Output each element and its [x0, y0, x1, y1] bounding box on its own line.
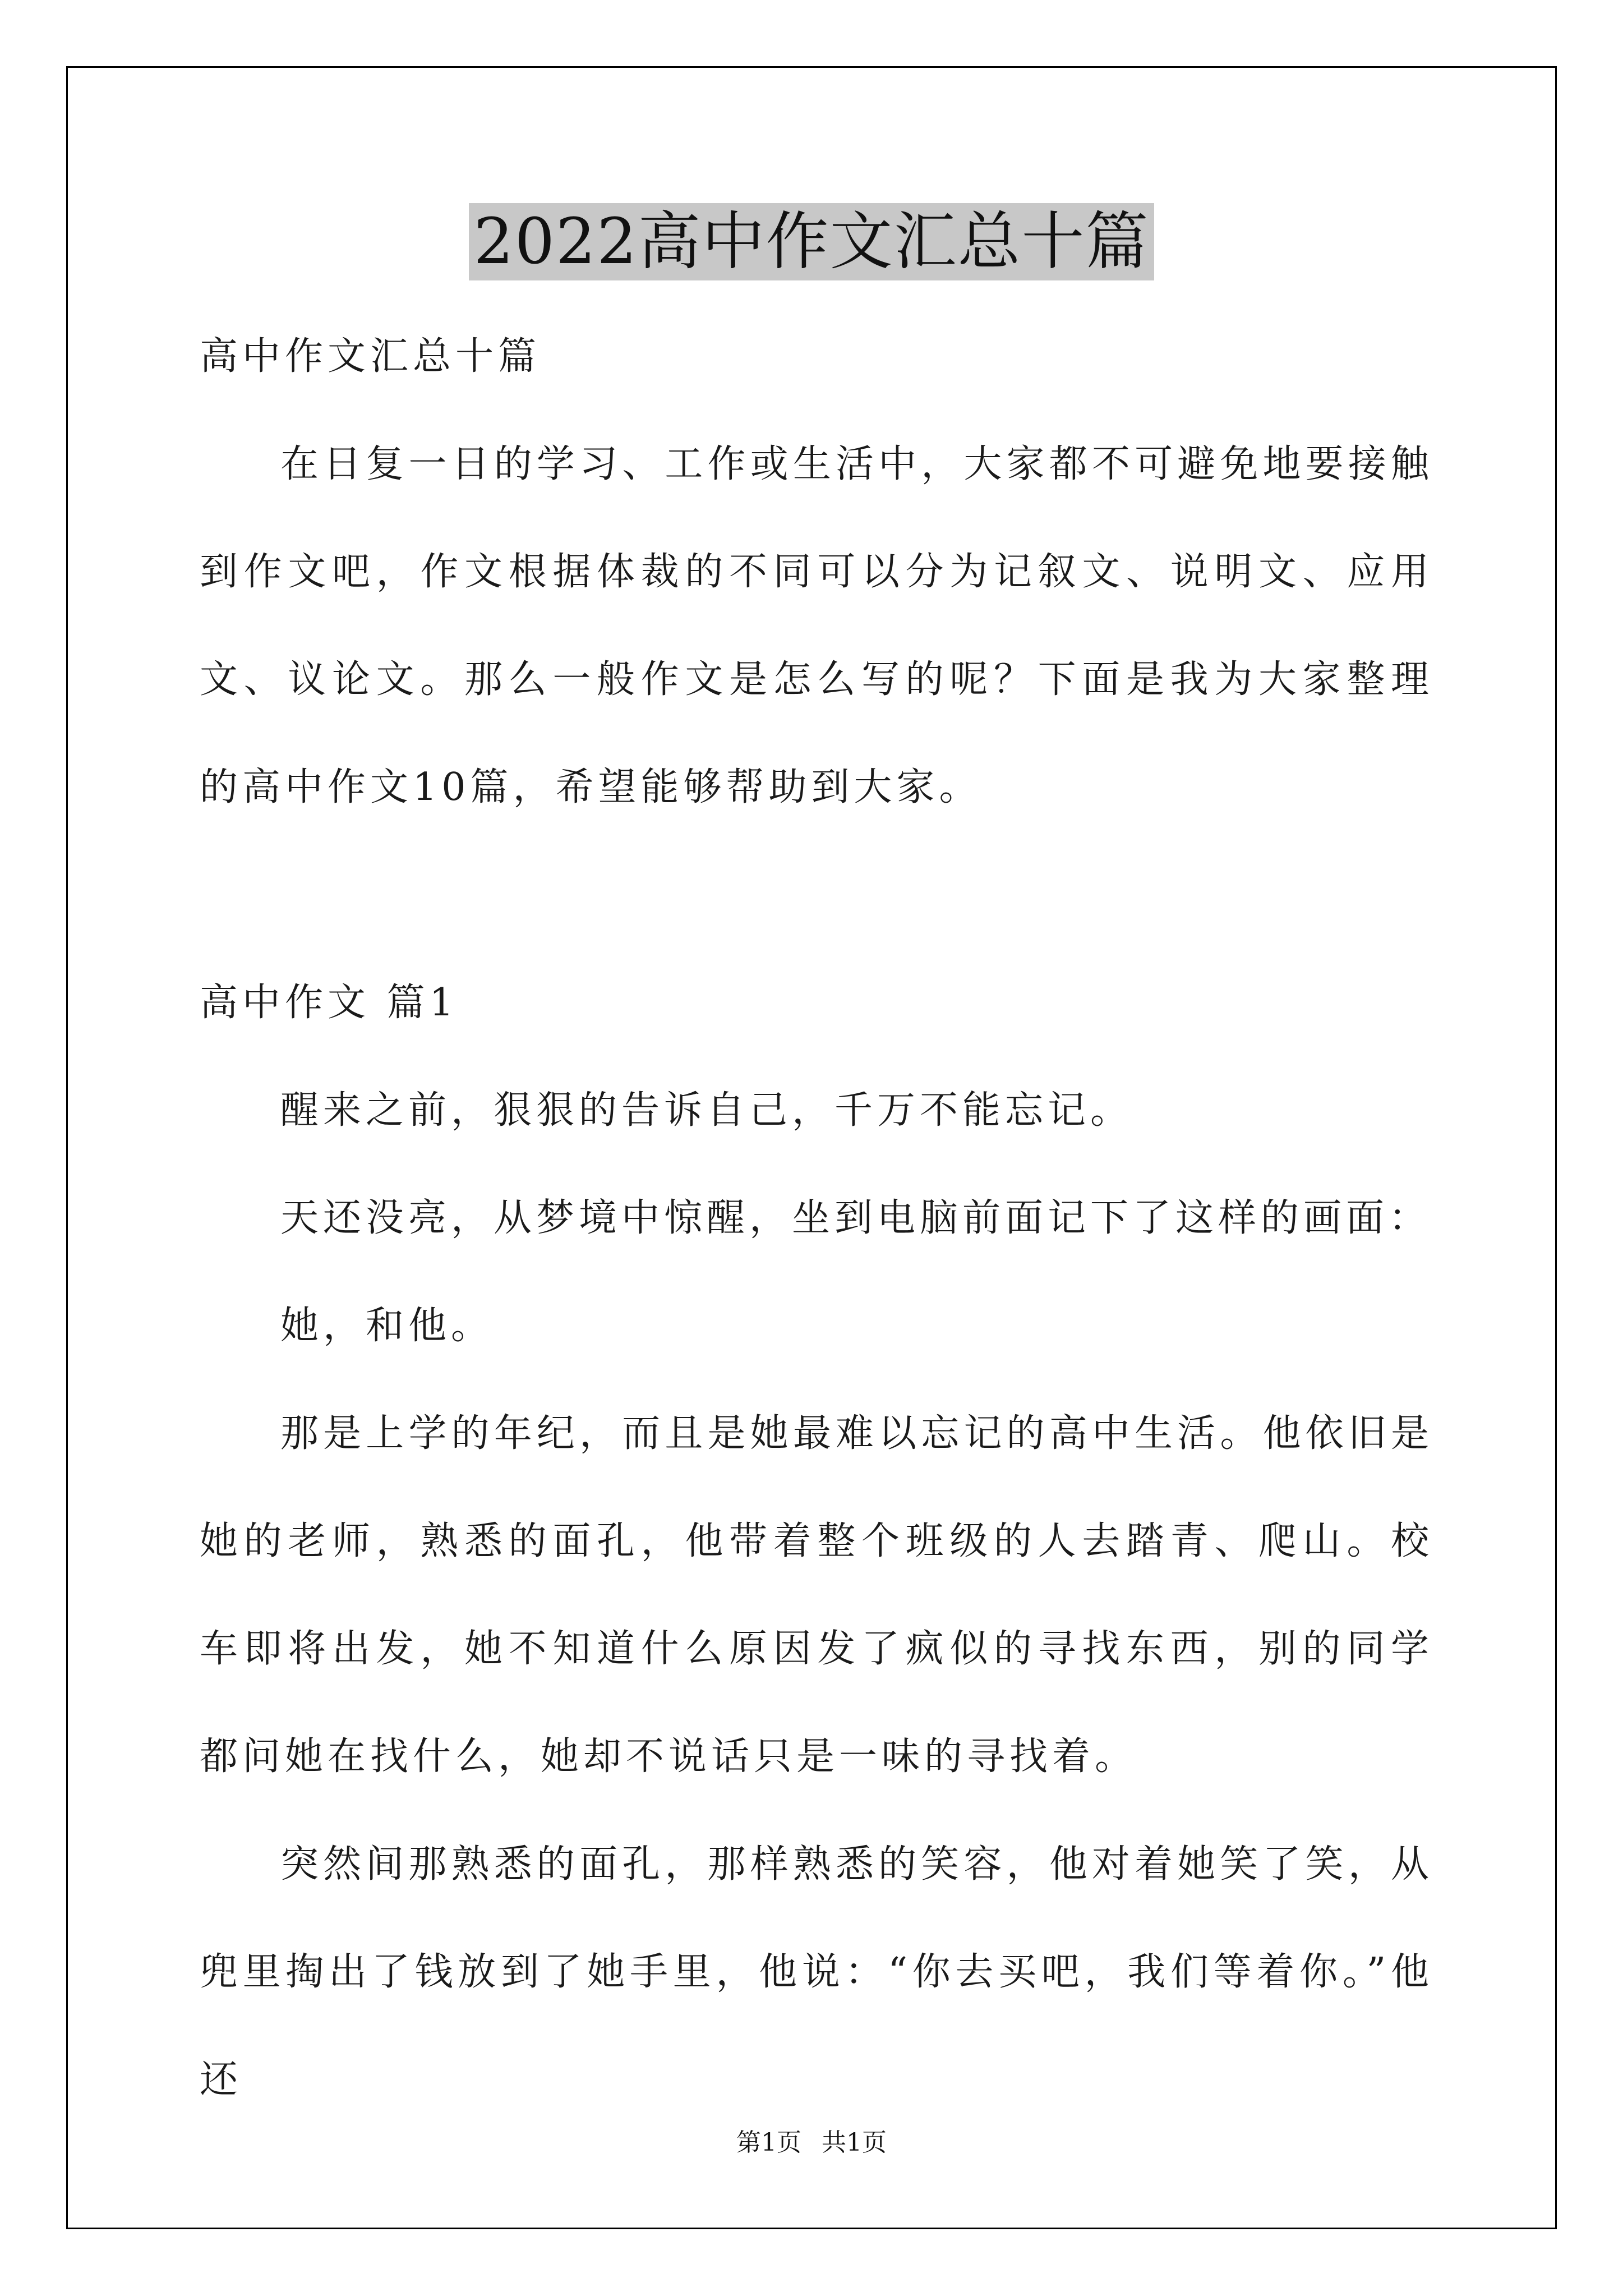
body-paragraph: 醒来之前，狠狠的告诉自己，千万不能忘记。 [280, 1088, 1133, 1133]
body-paragraph: 那是上学的年纪，而且是她最难以忘记的高中生活。他依旧是她的老师，熟悉的面孔，他带着整个班级的人去踏青、爬山。校车即将出发，她不知道什么原因发了疯似的寻找东西，别的同学都问她在找什么，她却不说话只是一味的寻找着。 [200, 1411, 1433, 1779]
page-footer [0, 2126, 1623, 2160]
document-body [200, 303, 1433, 2134]
document-subtitle: 高中作文汇总十篇 [200, 334, 541, 379]
page-total: 共1页 [822, 2128, 887, 2157]
body-paragraph: 天还没亮，从梦境中惊醒，坐到电脑前面记下了这样的画面： [280, 1196, 1432, 1240]
body-paragraph: 她，和他。 [280, 1304, 494, 1348]
paragraph-gap [200, 841, 1433, 949]
section-heading: 高中作文 篇1 [200, 981, 458, 1025]
title-area [0, 203, 1623, 280]
body-paragraph: 突然间那熟悉的面孔，那样熟悉的笑容，他对着她笑了笑，从兜里掏出了钱放到了她手里，他说：“你去买吧，我们等着你。”他还 [200, 1842, 1433, 2102]
intro-paragraph: 在日复一日的学习、工作或生活中，大家都不可避免地要接触到作文吧，作文根据体裁的不同可以分为记叙文、说明文、应用文、议论文。那么一般作文是怎么写的呢？下面是我为大家整理的高中作文10篇，希望能够帮助到大家。 [200, 442, 1433, 809]
document-title: 2022高中作文汇总十篇 [469, 203, 1154, 280]
page-number: 第1页 [736, 2128, 801, 2157]
